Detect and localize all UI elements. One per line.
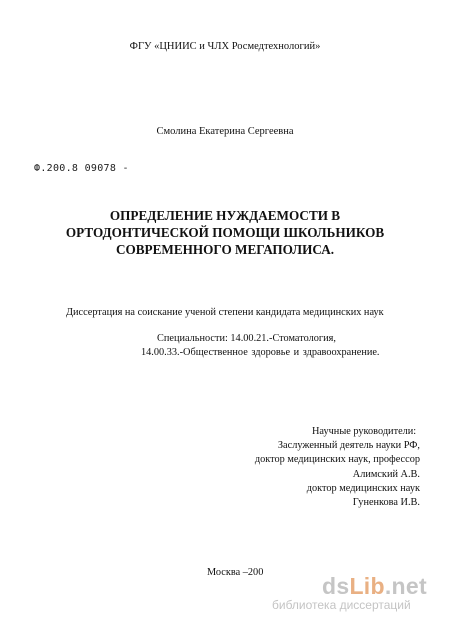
watermark-logo-lib: Lib — [349, 573, 385, 599]
watermark-subtitle: библиотека диссертаций — [272, 598, 411, 612]
author-name: Смолина Екатерина Сергеевна — [156, 126, 294, 137]
watermark-logo — [322, 573, 427, 600]
dissertation-degree-line: Диссертация на соискание ученой степени кандидата медицинских наук — [66, 307, 384, 318]
watermark-logo-ds: ds — [322, 573, 350, 599]
organization-header: ФГУ «ЦНИИС и ЧЛХ Росмедтехнологий» — [129, 41, 321, 52]
dissertation-title — [0, 207, 450, 258]
library-stamp: Ф.200.8 09078 - — [34, 163, 129, 174]
specialty-line-2: 14.00.33.-Общественное здоровье и здравоохранение. — [141, 347, 380, 358]
supervisor-line-5: Гуненкова И.В. — [352, 497, 420, 509]
title-line-3: СОВРЕМЕННОГО МЕГАПОЛИСА. — [115, 242, 335, 257]
supervisor-line-4: доктор медицинских наук — [306, 482, 420, 494]
city-year: Москва –200 — [207, 567, 264, 578]
supervisor-line-2: доктор медицинских наук, профессор — [254, 454, 420, 466]
title-line-2: ОРТОДОНТИЧЕСКОЙ ПОМОЩИ ШКОЛЬНИКОВ — [65, 225, 385, 240]
watermark-logo-net: .net — [384, 573, 427, 599]
supervisor-line-1: Заслуженный деятель науки РФ, — [277, 440, 420, 452]
supervisors-heading: Научные руководители: — [312, 426, 417, 437]
supervisor-line-3: Алимский А.В. — [352, 468, 420, 480]
supervisors-block — [232, 425, 420, 510]
specialty-line-1: Специальности: 14.00.21.-Стоматология, — [157, 333, 336, 344]
title-line-1: ОПРЕДЕЛЕНИЕ НУЖДАЕМОСТИ В — [109, 208, 341, 223]
